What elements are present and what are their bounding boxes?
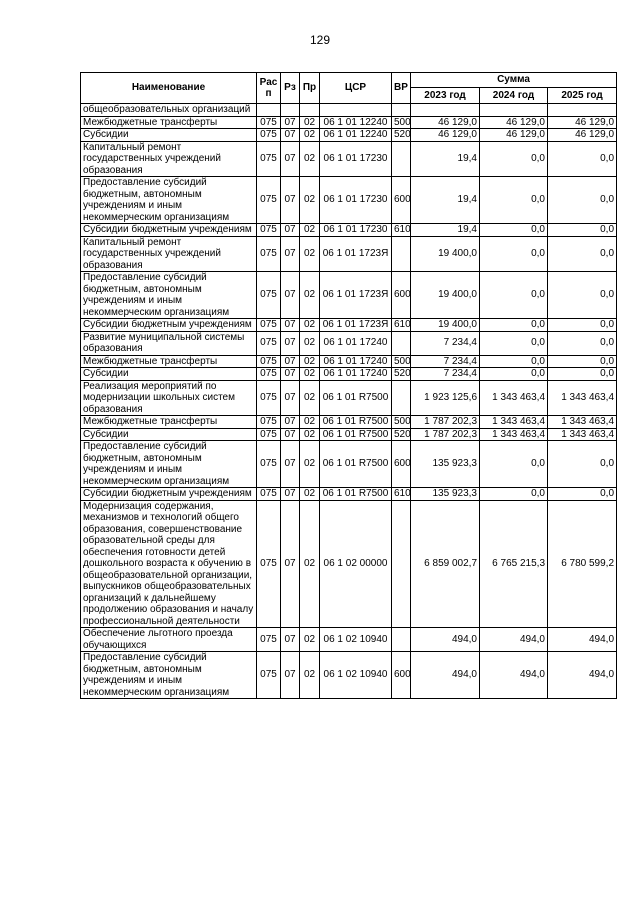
row-sum-2024: 46 129,0 xyxy=(480,116,548,129)
row-rz: 07 xyxy=(281,652,300,699)
row-rz: 07 xyxy=(281,129,300,142)
row-sum-2025: 6 780 599,2 xyxy=(548,500,617,628)
row-sum-2025: 0,0 xyxy=(548,141,617,177)
row-sum-2025: 0,0 xyxy=(548,319,617,332)
row-csr: 06 1 01 17230 xyxy=(320,141,392,177)
row-sum-2024: 1 343 463,4 xyxy=(480,428,548,441)
row-name: Капитальный ремонт государственных учреждений образования xyxy=(81,236,257,272)
row-sum-2023: 19,4 xyxy=(411,177,480,224)
row-sum-2023: 494,0 xyxy=(411,628,480,652)
table-header xyxy=(81,73,617,104)
table-row xyxy=(81,129,617,142)
row-sum-2023: 1 787 202,3 xyxy=(411,428,480,441)
header-vr: ВР xyxy=(392,73,411,104)
row-sum-2025: 1 343 463,4 xyxy=(548,428,617,441)
row-sum-2025: 1 343 463,4 xyxy=(548,380,617,416)
row-rasp: 075 xyxy=(257,116,281,129)
row-sum-2025: 0,0 xyxy=(548,331,617,355)
row-rz: 07 xyxy=(281,177,300,224)
row-pr: 02 xyxy=(300,319,320,332)
row-name: Субсидии xyxy=(81,368,257,381)
row-pr: 02 xyxy=(300,116,320,129)
row-pr xyxy=(300,104,320,117)
row-sum-2023: 135 923,3 xyxy=(411,441,480,488)
row-rasp: 075 xyxy=(257,177,281,224)
row-vr: 520 xyxy=(392,428,411,441)
row-sum-2025: 0,0 xyxy=(548,355,617,368)
row-rasp: 075 xyxy=(257,488,281,501)
row-sum-2023: 1 923 125,6 xyxy=(411,380,480,416)
budget-table xyxy=(80,72,617,699)
row-sum-2024: 0,0 xyxy=(480,319,548,332)
row-sum-2025: 0,0 xyxy=(548,368,617,381)
row-sum-2024: 0,0 xyxy=(480,141,548,177)
row-rasp: 075 xyxy=(257,331,281,355)
row-csr: 06 1 01 R7500 xyxy=(320,428,392,441)
row-rasp: 075 xyxy=(257,224,281,237)
row-rz: 07 xyxy=(281,141,300,177)
row-rasp: 075 xyxy=(257,236,281,272)
table-row xyxy=(81,652,617,699)
table-row xyxy=(81,428,617,441)
header-2024: 2024 год xyxy=(480,88,548,104)
row-name: общеобразовательных организаций xyxy=(81,104,257,117)
row-sum-2024: 0,0 xyxy=(480,331,548,355)
row-pr: 02 xyxy=(300,177,320,224)
row-vr: 500 xyxy=(392,116,411,129)
row-rz: 07 xyxy=(281,236,300,272)
row-csr: 06 1 02 10940 xyxy=(320,652,392,699)
row-csr: 06 1 01 1723Я xyxy=(320,236,392,272)
row-rz: 07 xyxy=(281,272,300,319)
row-csr: 06 1 01 17240 xyxy=(320,355,392,368)
row-csr: 06 1 01 17240 xyxy=(320,368,392,381)
row-sum-2024: 46 129,0 xyxy=(480,129,548,142)
row-rz: 07 xyxy=(281,116,300,129)
header-2023: 2023 год xyxy=(411,88,480,104)
row-csr: 06 1 01 1723Я xyxy=(320,272,392,319)
row-vr: 610 xyxy=(392,319,411,332)
table-row xyxy=(81,500,617,628)
row-pr: 02 xyxy=(300,416,320,429)
row-sum-2025: 46 129,0 xyxy=(548,129,617,142)
row-sum-2025: 0,0 xyxy=(548,177,617,224)
row-csr: 06 1 01 17230 xyxy=(320,177,392,224)
row-pr: 02 xyxy=(300,428,320,441)
row-vr: 500 xyxy=(392,355,411,368)
row-sum-2024: 0,0 xyxy=(480,368,548,381)
row-vr: 610 xyxy=(392,224,411,237)
row-rasp: 075 xyxy=(257,319,281,332)
row-sum-2025: 0,0 xyxy=(548,236,617,272)
row-name: Субсидии бюджетным учреждениям xyxy=(81,488,257,501)
row-name: Субсидии бюджетным учреждениям xyxy=(81,224,257,237)
row-name: Реализация мероприятий по модернизации школьных систем образования xyxy=(81,380,257,416)
table-row xyxy=(81,236,617,272)
table-row xyxy=(81,380,617,416)
table-row xyxy=(81,319,617,332)
row-vr xyxy=(392,380,411,416)
row-vr: 600 xyxy=(392,177,411,224)
row-pr: 02 xyxy=(300,331,320,355)
row-rz: 07 xyxy=(281,355,300,368)
row-rz: 07 xyxy=(281,488,300,501)
table-row xyxy=(81,488,617,501)
row-vr: 520 xyxy=(392,368,411,381)
row-sum-2024: 1 343 463,4 xyxy=(480,416,548,429)
row-vr xyxy=(392,236,411,272)
table-row xyxy=(81,116,617,129)
row-name: Развитие муниципальной системы образования xyxy=(81,331,257,355)
row-vr: 610 xyxy=(392,488,411,501)
table-row xyxy=(81,368,617,381)
row-rz: 07 xyxy=(281,319,300,332)
row-vr: 500 xyxy=(392,416,411,429)
row-rasp: 075 xyxy=(257,141,281,177)
row-pr: 02 xyxy=(300,500,320,628)
row-rasp: 075 xyxy=(257,368,281,381)
row-name: Межбюджетные трансферты xyxy=(81,116,257,129)
row-sum-2024: 494,0 xyxy=(480,652,548,699)
table-row xyxy=(81,272,617,319)
row-sum-2024: 1 343 463,4 xyxy=(480,380,548,416)
row-rz: 07 xyxy=(281,441,300,488)
table-row xyxy=(81,628,617,652)
row-sum-2023: 6 859 002,7 xyxy=(411,500,480,628)
row-csr: 06 1 01 12240 xyxy=(320,116,392,129)
row-name: Субсидии бюджетным учреждениям xyxy=(81,319,257,332)
table-body xyxy=(81,104,617,699)
row-pr: 02 xyxy=(300,129,320,142)
row-rasp: 075 xyxy=(257,428,281,441)
row-name: Предоставление субсидий бюджетным, автономным учреждениям и иным некоммерческим организациям xyxy=(81,441,257,488)
row-sum-2024: 0,0 xyxy=(480,236,548,272)
row-sum-2024: 0,0 xyxy=(480,177,548,224)
row-pr: 02 xyxy=(300,441,320,488)
row-sum-2024: 0,0 xyxy=(480,488,548,501)
row-rasp: 075 xyxy=(257,441,281,488)
row-vr xyxy=(392,331,411,355)
header-pr: Пр xyxy=(300,73,320,104)
row-rz: 07 xyxy=(281,628,300,652)
row-vr xyxy=(392,141,411,177)
row-rz: 07 xyxy=(281,331,300,355)
row-rz: 07 xyxy=(281,224,300,237)
row-csr: 06 1 01 17230 xyxy=(320,224,392,237)
header-sum: Сумма xyxy=(411,73,617,88)
row-sum-2024: 6 765 215,3 xyxy=(480,500,548,628)
row-name: Капитальный ремонт государственных учреждений образования xyxy=(81,141,257,177)
row-csr: 06 1 02 10940 xyxy=(320,628,392,652)
header-csr: ЦСР xyxy=(320,73,392,104)
row-sum-2023: 7 234,4 xyxy=(411,368,480,381)
row-sum-2023: 19 400,0 xyxy=(411,272,480,319)
table-row xyxy=(81,331,617,355)
header-name: Наименование xyxy=(81,73,257,104)
row-name: Межбюджетные трансферты xyxy=(81,416,257,429)
row-sum-2023 xyxy=(411,104,480,117)
row-sum-2024: 0,0 xyxy=(480,224,548,237)
row-csr: 06 1 01 R7500 xyxy=(320,416,392,429)
row-csr: 06 1 02 00000 xyxy=(320,500,392,628)
row-rz: 07 xyxy=(281,416,300,429)
row-rasp: 075 xyxy=(257,500,281,628)
row-name: Предоставление субсидий бюджетным, автономным учреждениям и иным некоммерческим организациям xyxy=(81,652,257,699)
row-sum-2023: 7 234,4 xyxy=(411,331,480,355)
row-sum-2024 xyxy=(480,104,548,117)
row-name: Субсидии xyxy=(81,428,257,441)
row-pr: 02 xyxy=(300,272,320,319)
table-row xyxy=(81,355,617,368)
row-pr: 02 xyxy=(300,380,320,416)
table-row xyxy=(81,104,617,117)
row-csr xyxy=(320,104,392,117)
row-pr: 02 xyxy=(300,488,320,501)
row-sum-2024: 0,0 xyxy=(480,272,548,319)
header-rz: Рз xyxy=(281,73,300,104)
row-rasp: 075 xyxy=(257,380,281,416)
row-rasp: 075 xyxy=(257,416,281,429)
row-rasp: 075 xyxy=(257,129,281,142)
row-vr xyxy=(392,104,411,117)
row-rasp xyxy=(257,104,281,117)
row-sum-2025 xyxy=(548,104,617,117)
row-rasp: 075 xyxy=(257,628,281,652)
row-vr xyxy=(392,628,411,652)
row-csr: 06 1 01 1723Я xyxy=(320,319,392,332)
row-sum-2024: 0,0 xyxy=(480,441,548,488)
row-rasp: 075 xyxy=(257,652,281,699)
row-name: Предоставление субсидий бюджетным, автономным учреждениям и иным некоммерческим организациям xyxy=(81,272,257,319)
row-sum-2025: 1 343 463,4 xyxy=(548,416,617,429)
row-sum-2023: 19 400,0 xyxy=(411,236,480,272)
row-sum-2023: 494,0 xyxy=(411,652,480,699)
row-pr: 02 xyxy=(300,355,320,368)
row-name: Межбюджетные трансферты xyxy=(81,355,257,368)
row-sum-2023: 19 400,0 xyxy=(411,319,480,332)
row-vr xyxy=(392,500,411,628)
row-csr: 06 1 01 17240 xyxy=(320,331,392,355)
row-name: Субсидии xyxy=(81,129,257,142)
row-rz: 07 xyxy=(281,368,300,381)
row-sum-2025: 0,0 xyxy=(548,488,617,501)
row-pr: 02 xyxy=(300,628,320,652)
row-sum-2023: 46 129,0 xyxy=(411,116,480,129)
row-pr: 02 xyxy=(300,224,320,237)
row-csr: 06 1 01 12240 xyxy=(320,129,392,142)
row-sum-2023: 46 129,0 xyxy=(411,129,480,142)
row-sum-2023: 135 923,3 xyxy=(411,488,480,501)
row-sum-2024: 0,0 xyxy=(480,355,548,368)
row-csr: 06 1 01 R7500 xyxy=(320,488,392,501)
row-rz: 07 xyxy=(281,380,300,416)
row-sum-2025: 494,0 xyxy=(548,652,617,699)
row-vr: 600 xyxy=(392,441,411,488)
table-row xyxy=(81,141,617,177)
row-sum-2025: 0,0 xyxy=(548,272,617,319)
row-sum-2023: 7 234,4 xyxy=(411,355,480,368)
page-number: 129 xyxy=(309,33,331,47)
row-pr: 02 xyxy=(300,236,320,272)
row-csr: 06 1 01 R7500 xyxy=(320,380,392,416)
row-name: Модернизация содержания, механизмов и технологий общего образования, совершенствование образовательной среды для обеспечения готовности детей дошкольного возраста к обучению в общеобразовательной организации, выпускников общеобразовательных организаций к дальнейшему продолжению образования и началу профессиональной деятельности xyxy=(81,500,257,628)
row-pr: 02 xyxy=(300,368,320,381)
row-pr: 02 xyxy=(300,652,320,699)
row-vr: 520 xyxy=(392,129,411,142)
row-sum-2025: 0,0 xyxy=(548,441,617,488)
row-pr: 02 xyxy=(300,141,320,177)
row-sum-2024: 494,0 xyxy=(480,628,548,652)
row-rasp: 075 xyxy=(257,272,281,319)
row-rz xyxy=(281,104,300,117)
row-sum-2023: 1 787 202,3 xyxy=(411,416,480,429)
table-row xyxy=(81,224,617,237)
row-rz: 07 xyxy=(281,500,300,628)
row-sum-2025: 0,0 xyxy=(548,224,617,237)
row-vr: 600 xyxy=(392,272,411,319)
row-vr: 600 xyxy=(392,652,411,699)
row-sum-2023: 19,4 xyxy=(411,141,480,177)
row-name: Предоставление субсидий бюджетным, автономным учреждениям и иным некоммерческим организациям xyxy=(81,177,257,224)
table-row xyxy=(81,441,617,488)
row-sum-2025: 46 129,0 xyxy=(548,116,617,129)
row-sum-2025: 494,0 xyxy=(548,628,617,652)
table-row xyxy=(81,416,617,429)
header-2025: 2025 год xyxy=(548,88,617,104)
table-row xyxy=(81,177,617,224)
row-sum-2023: 19,4 xyxy=(411,224,480,237)
row-rasp: 075 xyxy=(257,355,281,368)
row-name: Обеспечение льготного проезда обучающихся xyxy=(81,628,257,652)
header-rasp: Рас п xyxy=(257,73,281,104)
row-rz: 07 xyxy=(281,428,300,441)
row-csr: 06 1 01 R7500 xyxy=(320,441,392,488)
